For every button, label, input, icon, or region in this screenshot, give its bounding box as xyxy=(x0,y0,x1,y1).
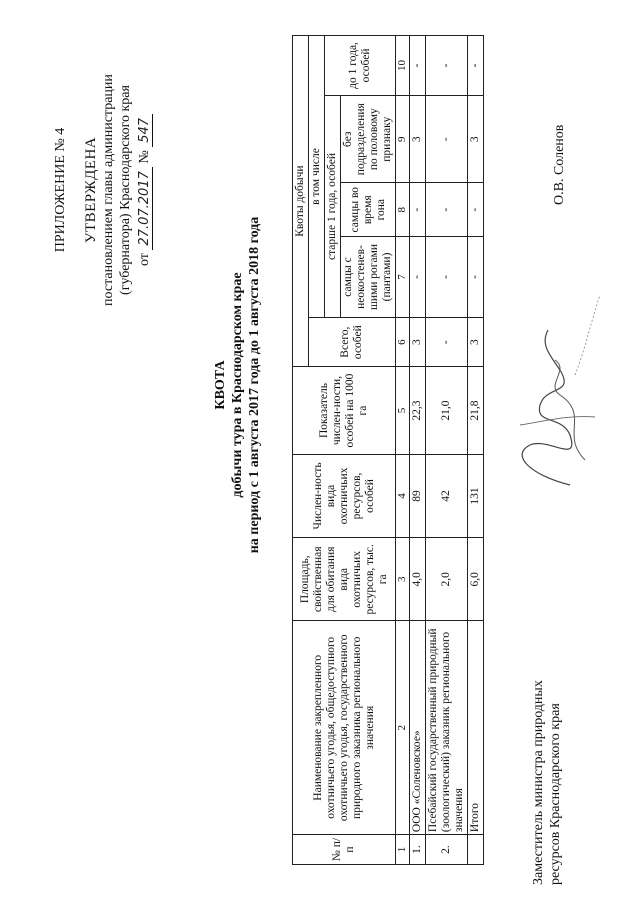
col-number: 6 xyxy=(396,318,410,367)
col-header-under1: до 1 года, особей xyxy=(325,36,396,96)
row-count: 42 xyxy=(426,454,468,537)
row-under1: - xyxy=(468,36,484,96)
col-number: 1 xyxy=(396,835,410,865)
position-line-1: Заместитель министра природных xyxy=(531,680,546,885)
row-total: 3 xyxy=(468,318,484,367)
col-header-density: Показатель числен-ности, особей на 1000 га xyxy=(293,367,396,455)
decree-number: 547 xyxy=(137,114,153,147)
row-rut: - xyxy=(426,183,468,236)
row-horns: - xyxy=(410,236,426,317)
row-count: 131 xyxy=(468,454,484,537)
row-total: 3 xyxy=(410,318,426,367)
row-under1: - xyxy=(426,36,468,96)
col-header-num: № п/п xyxy=(293,835,396,865)
row-rut: - xyxy=(468,183,484,236)
table-row xyxy=(426,36,468,865)
row-area: 2,0 xyxy=(426,538,468,621)
row-count: 89 xyxy=(410,454,426,537)
row-num xyxy=(468,835,484,865)
col-header-name: Наименование закрепленного охотничьего угодья, общедоступного охотничьего угодья, государственного природного заказника регионального значения xyxy=(293,621,396,835)
col-header-incl: в том числе xyxy=(309,36,325,318)
col-header-count: Числен-ность вида охотничьих ресурсов, особей xyxy=(293,454,396,537)
col-number: 2 xyxy=(396,621,410,835)
decree-line-2: (губернатора) Краснодарского края xyxy=(118,85,133,295)
quota-table xyxy=(292,35,484,865)
col-header-total: Всего, особей xyxy=(309,318,396,367)
title-quota: КВОТА xyxy=(213,360,228,410)
row-area: 4,0 xyxy=(410,538,426,621)
table-row xyxy=(410,36,426,865)
row-num: 1. xyxy=(410,835,426,865)
row-horns: - xyxy=(468,236,484,317)
row-density: 21,8 xyxy=(468,367,484,455)
signer-name: О.В. Соленов xyxy=(552,124,567,205)
row-num: 2. xyxy=(426,835,468,865)
decree-line-1: постановлением главы администрации xyxy=(101,74,116,306)
col-header-area: Площадь, свойственная для обитания вида охотничьих ресурсов, тыс. га xyxy=(293,538,396,621)
row-nosex: 3 xyxy=(468,95,484,183)
title-subject: добычи тура в Краснодарском крае xyxy=(230,272,245,498)
col-header-males-horns: самцы с неокостенев-шими рогами (пантами) xyxy=(341,236,396,317)
date-prefix: от xyxy=(137,253,152,267)
col-number: 4 xyxy=(396,454,410,537)
row-nosex: - xyxy=(426,95,468,183)
title-period: на период с 1 августа 2017 года до 1 августа 2018 года xyxy=(247,216,262,554)
col-number: 8 xyxy=(396,183,410,236)
number-prefix: № xyxy=(137,150,152,164)
table-row-total xyxy=(468,36,484,865)
col-number: 5 xyxy=(396,367,410,455)
row-name: Итого xyxy=(468,621,484,835)
appendix-label: ПРИЛОЖЕНИЕ № 4 xyxy=(53,127,68,253)
row-total: - xyxy=(426,318,468,367)
document-title xyxy=(212,65,263,705)
col-number: 7 xyxy=(396,236,410,317)
row-density: 21,0 xyxy=(426,367,468,455)
col-number: 9 xyxy=(396,95,410,183)
col-header-older: старше 1 года, особей xyxy=(325,95,341,317)
col-header-males-rut: самцы во время гона xyxy=(341,183,396,236)
handwritten-signature xyxy=(500,285,610,545)
header-row-1 xyxy=(293,36,309,865)
row-name: Псебайский государственный природный (зоологический) заказник регионального значения xyxy=(426,621,468,835)
col-number: 10 xyxy=(396,36,410,96)
row-name: ООО «Соленовское» xyxy=(410,621,426,835)
approved-label: УТВЕРЖДЕНА xyxy=(83,136,99,244)
row-under1: - xyxy=(410,36,426,96)
col-number: 3 xyxy=(396,538,410,621)
approval-header xyxy=(52,35,153,345)
row-density: 22,3 xyxy=(410,367,426,455)
row-nosex: 3 xyxy=(410,95,426,183)
col-header-no-sex: без подразделения по половому признаку xyxy=(341,95,396,183)
column-number-row xyxy=(396,36,410,865)
decree-date-line xyxy=(136,114,153,266)
col-header-quotas: Квоты добычи xyxy=(293,36,309,367)
position-line-2: ресурсов Краснодарского края xyxy=(548,703,563,885)
decree-date: 27.07.2017 xyxy=(137,167,153,249)
row-horns: - xyxy=(426,236,468,317)
signer-position xyxy=(530,625,564,885)
row-area: 6,0 xyxy=(468,538,484,621)
row-rut: - xyxy=(410,183,426,236)
